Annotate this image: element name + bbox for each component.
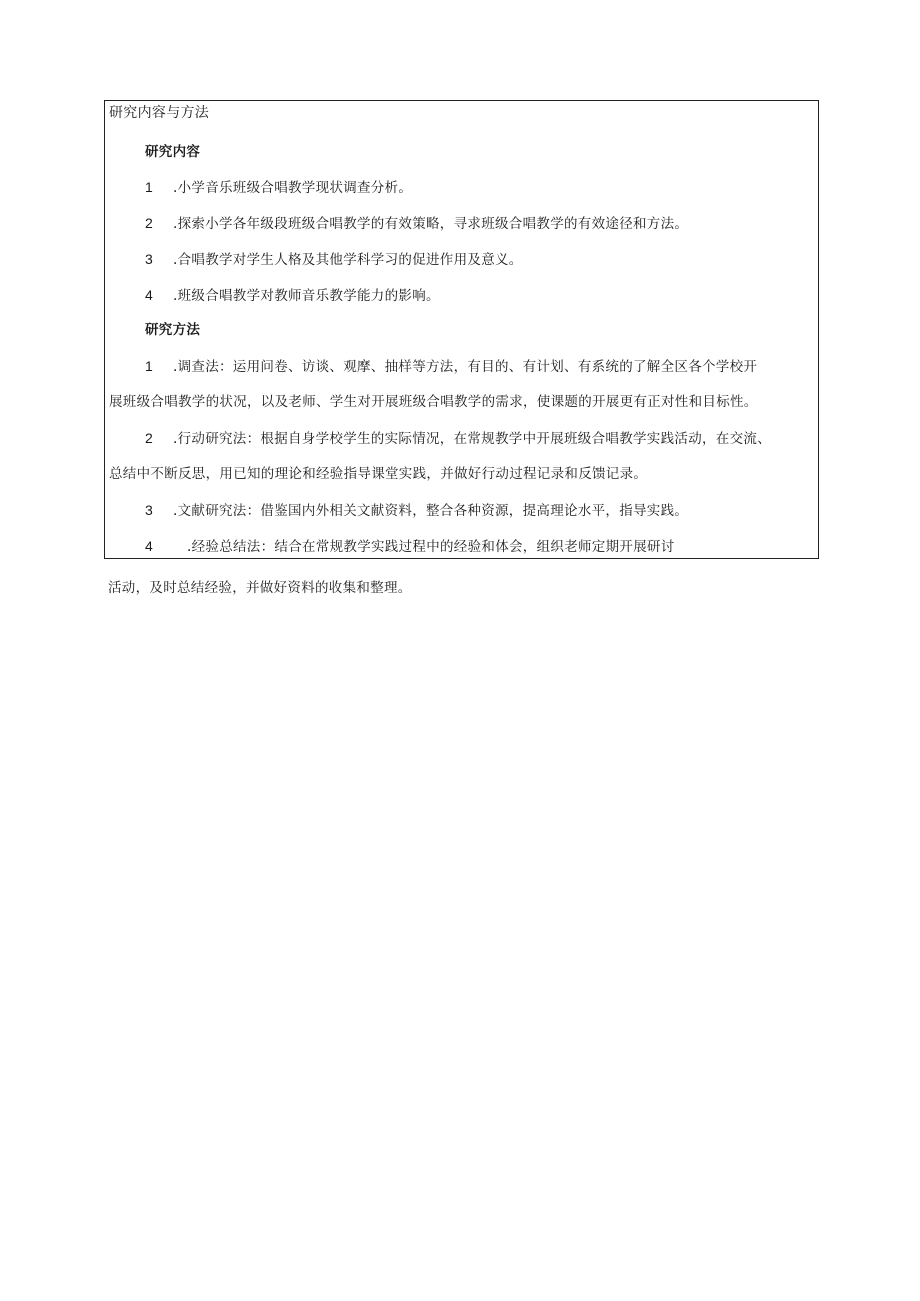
method-number: 3 <box>145 502 154 518</box>
method-2-line-1 <box>145 429 771 448</box>
continuation-text: 活动，及时总结经验，并做好资料的收集和整理。 <box>108 580 412 596</box>
method-number: 4 <box>145 538 154 554</box>
content-heading: 研究内容 <box>145 144 201 160</box>
method-1-line-1 <box>145 357 757 376</box>
item-number: 1 <box>145 179 154 195</box>
research-table-cell <box>104 100 819 559</box>
item-text: .合唱教学对学生人格及其他学科学习的促进作用及意义。 <box>173 252 523 268</box>
item-number: 4 <box>145 287 154 303</box>
item-text: .小学音乐班级合唱教学现状调查分析。 <box>173 180 413 196</box>
item-text: .班级合唱教学对教师音乐教学能力的影响。 <box>173 288 440 304</box>
method-3 <box>145 501 688 520</box>
content-item-3 <box>145 250 523 269</box>
item-text: .探索小学各年级段班级合唱教学的有效策略，寻求班级合唱教学的有效途径和方法。 <box>173 216 689 232</box>
method-4 <box>145 537 675 556</box>
content-item-1 <box>145 178 412 197</box>
method-text: .调查法：运用问卷、访谈、观摩、抽样等方法，有目的、有计划、有系统的了解全区各个学校开 <box>173 359 758 375</box>
method-number: 1 <box>145 358 154 374</box>
item-number: 3 <box>145 251 154 267</box>
method-1-line-2: 展班级合唱教学的状况，以及老师、学生对开展班级合唱教学的需求，使课题的开展更有正对性和目标性。 <box>109 394 758 410</box>
box-title: 研究内容与方法 <box>109 105 210 121</box>
method-text: .行动研究法：根据自身学校学生的实际情况，在常规教学中开展班级合唱教学实践活动，在交流、 <box>173 431 771 447</box>
method-number: 2 <box>145 430 154 446</box>
item-number: 2 <box>145 215 154 231</box>
method-text: .文献研究法：借鉴国内外相关文献资料，整合各种资源，提高理论水平，指导实践。 <box>173 503 689 519</box>
content-item-2 <box>145 214 688 233</box>
method-2-line-2: 总结中不断反思，用已知的理论和经验指导课堂实践，并做好行动过程记录和反馈记录。 <box>109 466 648 482</box>
method-text: .经验总结法：结合在常规教学实践过程中的经验和体会，组织老师定期开展研讨 <box>187 539 675 555</box>
content-item-4 <box>145 286 440 305</box>
methods-heading: 研究方法 <box>145 322 201 338</box>
